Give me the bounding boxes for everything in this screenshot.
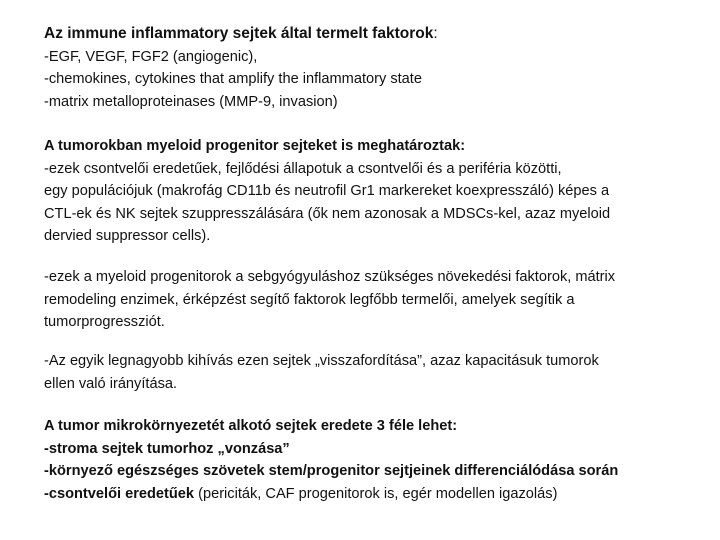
paragraph-line: egy populációjuk (makrofág CD11b és neutrofil Gr1 markereket koexpresszáló) képes a xyxy=(44,183,610,199)
list-item: -stroma sejtek tumorhoz „vonzása” xyxy=(44,440,290,457)
list-item-bold: -csontvelői eredetűek xyxy=(44,485,195,502)
text-block-factors xyxy=(44,23,704,113)
paragraph-line: -ezek csontvelői eredetűek, fejlődési állapotuk a csontvelői és a periféria közötti, xyxy=(44,160,562,177)
paragraph-line: ellen való irányítása. xyxy=(44,375,178,392)
paragraph-line: CTL-ek és NK sejtek szuppresszálására (ők nem azonosak a MDSCs-kel, azaz myeloid xyxy=(44,205,611,222)
list-item-rest: (periciták, CAF progenitorok is, egér modellen igazolás) xyxy=(194,485,558,502)
block-title-colon: : xyxy=(433,25,438,42)
block-title: A tumorokban myeloid progenitor sejteket is meghatároztak: xyxy=(44,138,466,154)
list-item xyxy=(44,483,704,506)
text-block-origin xyxy=(44,415,704,505)
block-title: A tumor mikrokörnyezetét alkotó sejtek eredete 3 féle lehet: xyxy=(44,418,458,434)
paragraph-line: tumorprogressziót. xyxy=(44,314,165,330)
block-title-bold: Az immune inflammatory sejtek által termelt faktorok xyxy=(44,25,434,42)
list-item: -matrix metalloproteinases (MMP-9, invasion) xyxy=(44,93,338,110)
paragraph-line: -ezek a myeloid progenitorok a sebgyógyuláshoz szükséges növekedési faktorok, mátrix xyxy=(44,269,616,285)
paragraph-line: remodeling enzimek, érképzést segítő faktorok legfőbb termelői, amelyek segítik a xyxy=(44,291,575,308)
list-item: -környező egészséges szövetek stem/progenitor sejtjeinek differenciálódása során xyxy=(44,463,619,479)
text-block-myeloid xyxy=(44,135,704,248)
text-block-challenge xyxy=(44,350,704,395)
paragraph-line: -Az egyik legnagyobb kihívás ezen sejtek „visszafordítása”, azaz kapacitásuk tumorok xyxy=(44,353,599,369)
list-item: -chemokines, cytokines that amplify the inflammatory state xyxy=(44,71,422,87)
text-block-progenitors xyxy=(44,266,704,334)
list-item: -EGF, VEGF, FGF2 (angiogenic), xyxy=(44,48,258,65)
paragraph-line: dervied suppressor cells). xyxy=(44,228,211,244)
block-title xyxy=(44,23,704,46)
